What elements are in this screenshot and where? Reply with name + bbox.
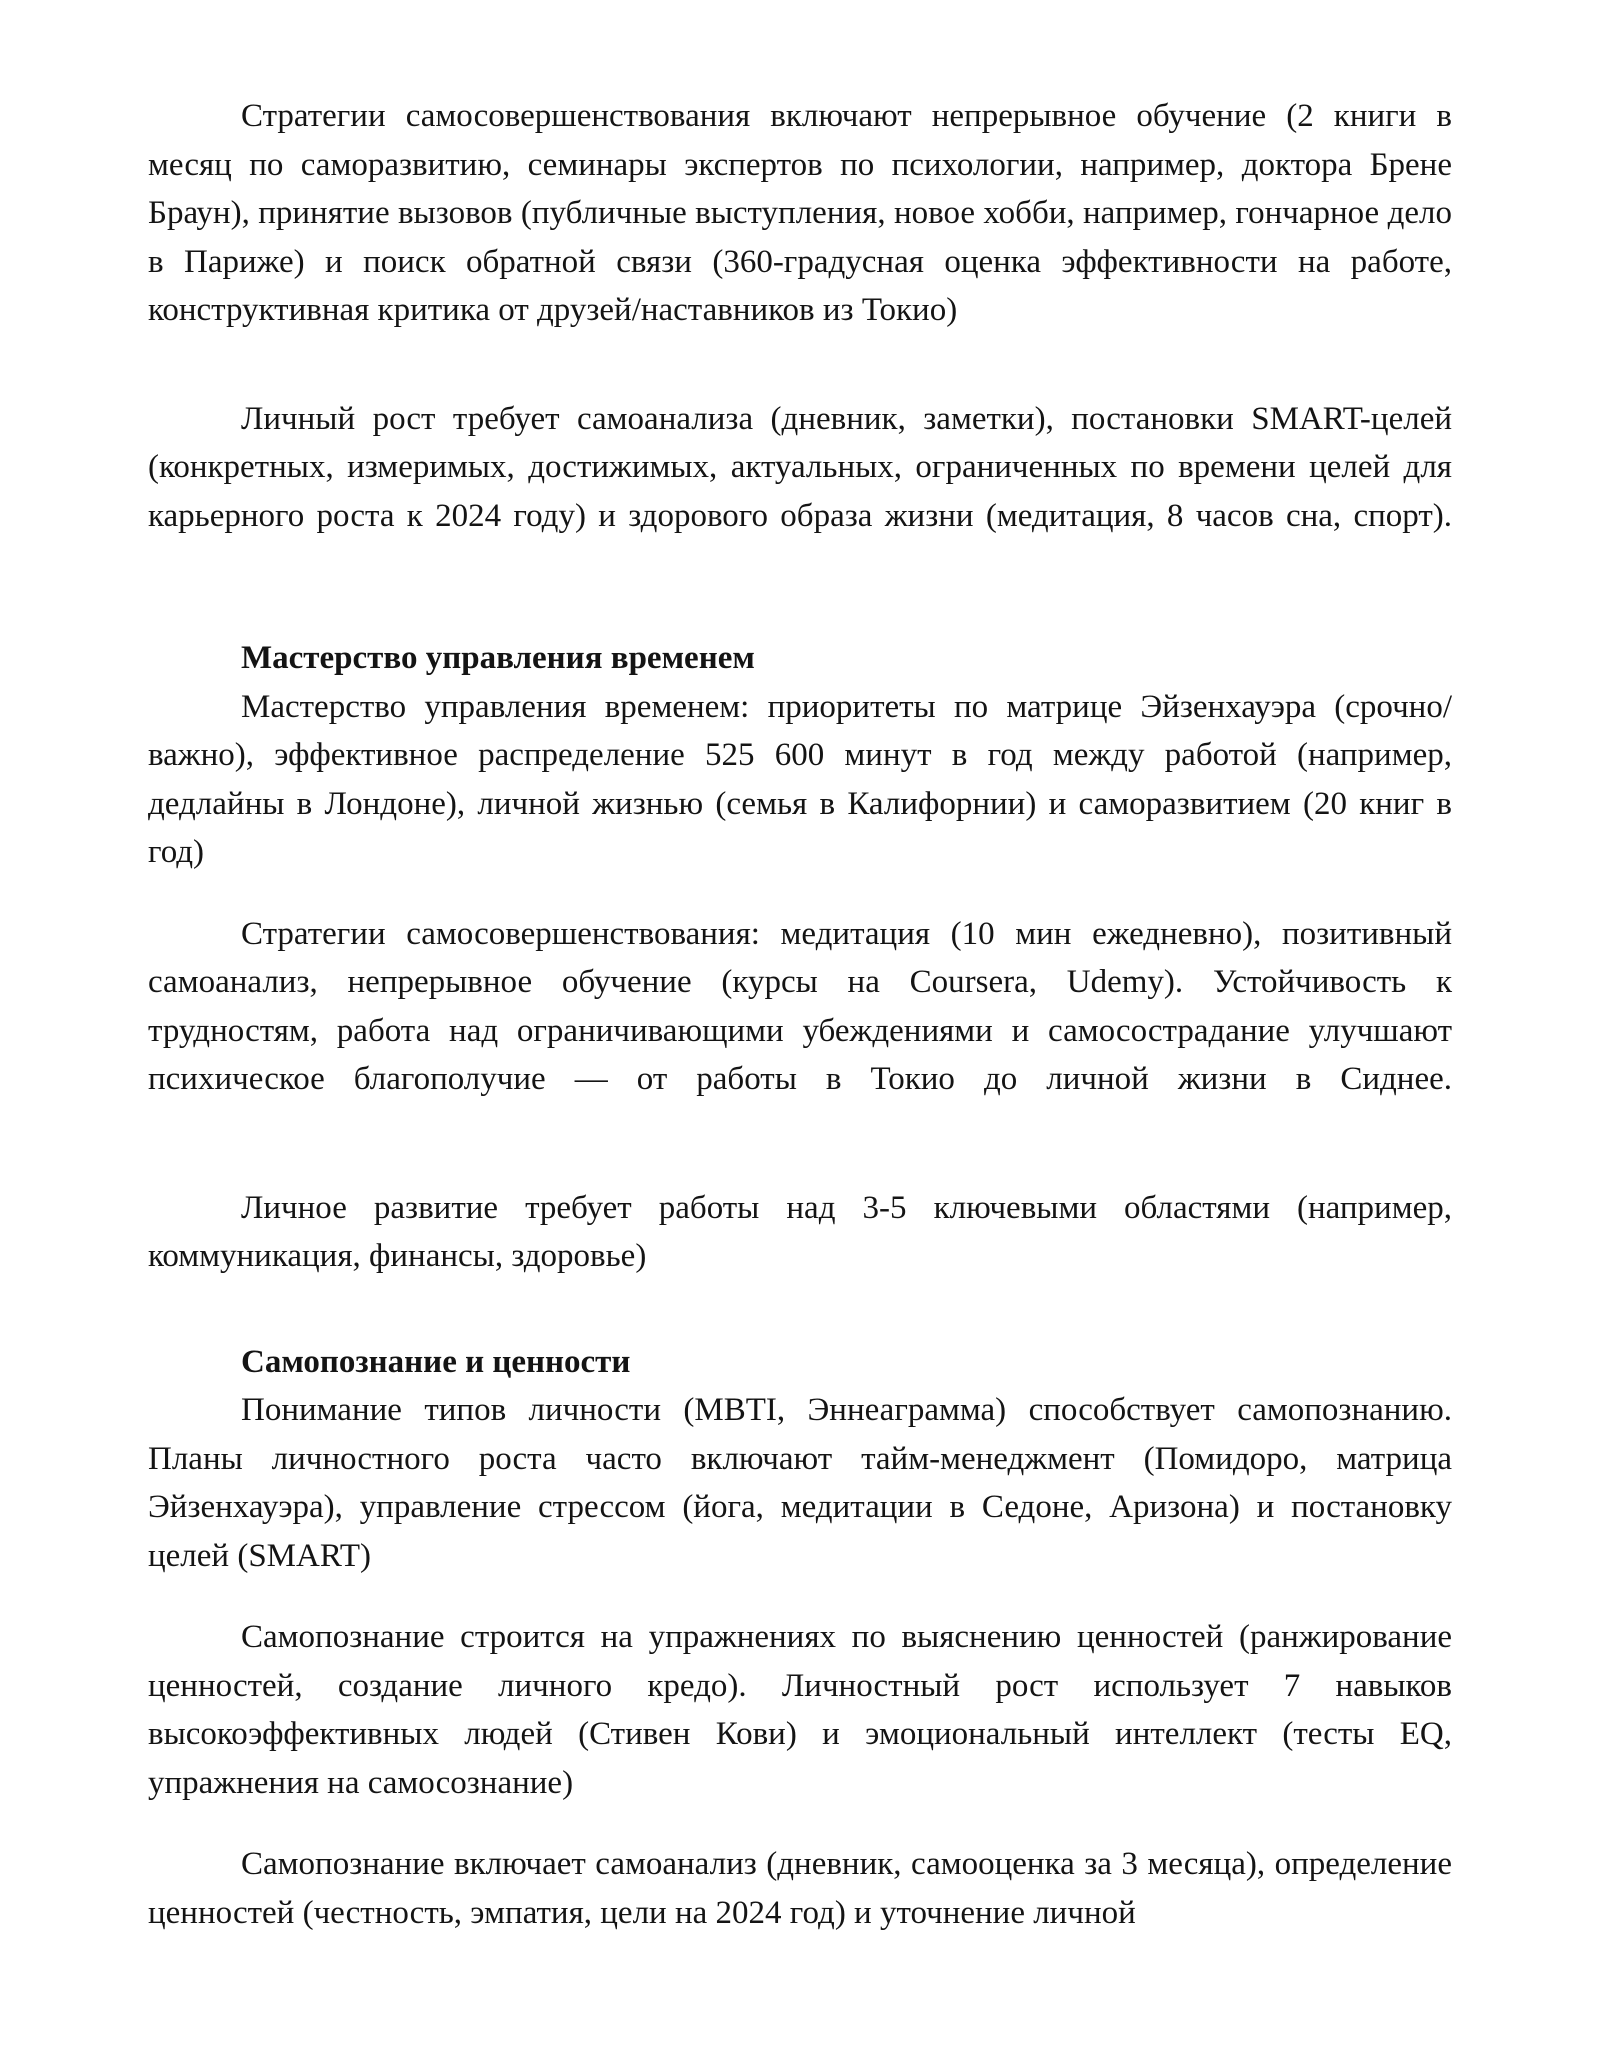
paragraph-spacer [148,1281,1452,1338]
paragraph-spacer [148,540,1452,634]
paragraph-values-exercises: Самопознание строится на упражнениях по выяснению ценностей (ранжирование ценностей, создание личного кредо). Личностный рост использует 7 навыков высокоэффективных людей (Стивен Кови) и эмоциональный интеллект (тесты EQ, упражнения на самосознание) [148,1619,1452,1801]
document-body [148,92,1452,1937]
paragraph-self-analysis: Самопознание включает самоанализ (дневник, самооценка за 3 месяца), определение ценностей (честность, эмпатия, цели на 2024 год) и уточнение личной [148,1846,1452,1931]
paragraph-time-management: Мастерство управления временем: приоритеты по матрице Эйзенхауэра (срочно/важно), эффективное распределение 525 600 минут в год между работой (например, дедлайны в Лондоне), личной жизнью (семья в Калифорнии) и саморазвитием (20 книг в год) [148,688,1452,870]
paragraph-spacer [148,1104,1452,1184]
paragraph-spacer [148,335,1452,395]
paragraph-self-improvement-meditation: Стратегии самосовершенствования: медитация (10 мин ежедневно), позитивный самоанализ, непрерывное обучение (курсы на Coursera, Udemy). Устойчивость к трудностям, работа над ограничивающими убеждениями и самосострадание улучшают психическое благополучие — от работы в Токио до личной жизни в Сиднее. [148,915,1452,1097]
paragraph-spacer [148,1580,1452,1613]
paragraph-personal-growth: Личный рост требует самоанализа (дневник, заметки), постановки SMART-целей (конкретных, измеримых, достижимых, актуальных, ограниченных по времени целей для карьерного роста к 2024 году) и здорового образа жизни (медитация, 8 часов сна, спорт). [148,400,1452,534]
paragraph-spacer [148,1807,1452,1840]
paragraph-self-improvement-strategies: Стратегии самосовершенствования включают непрерывное обучение (2 книги в месяц по саморазвитию, семинары экспертов по психологии, например, доктора Брене Браун), принятие вызовов (публичные выступления, новое хобби, например, гончарное дело в Париже) и поиск обратной связи (360-градусная оценка эффективности на работе, конструктивная критика от друзей/наставников из Токио) [148,98,1452,328]
paragraph-spacer [148,877,1452,910]
section-heading-time-management: Мастерство управления временем [241,640,755,676]
section-heading-self-knowledge: Самопознание и ценности [241,1343,631,1380]
paragraph-key-areas: Личное развитие требует работы над 3-5 ключевыми областями (например, коммуникация, финансы, здоровье) [148,1189,1452,1274]
paragraph-personality-types: Понимание типов личности (MBTI, Эннеаграмма) способствует самопознанию. Планы личностного роста часто включают тайм-менеджмент (Помидоро, матрица Эйзенхауэра), управление стрессом (йога, медитации в Седоне, Аризона) и постановку целей (SMART) [148,1392,1452,1574]
